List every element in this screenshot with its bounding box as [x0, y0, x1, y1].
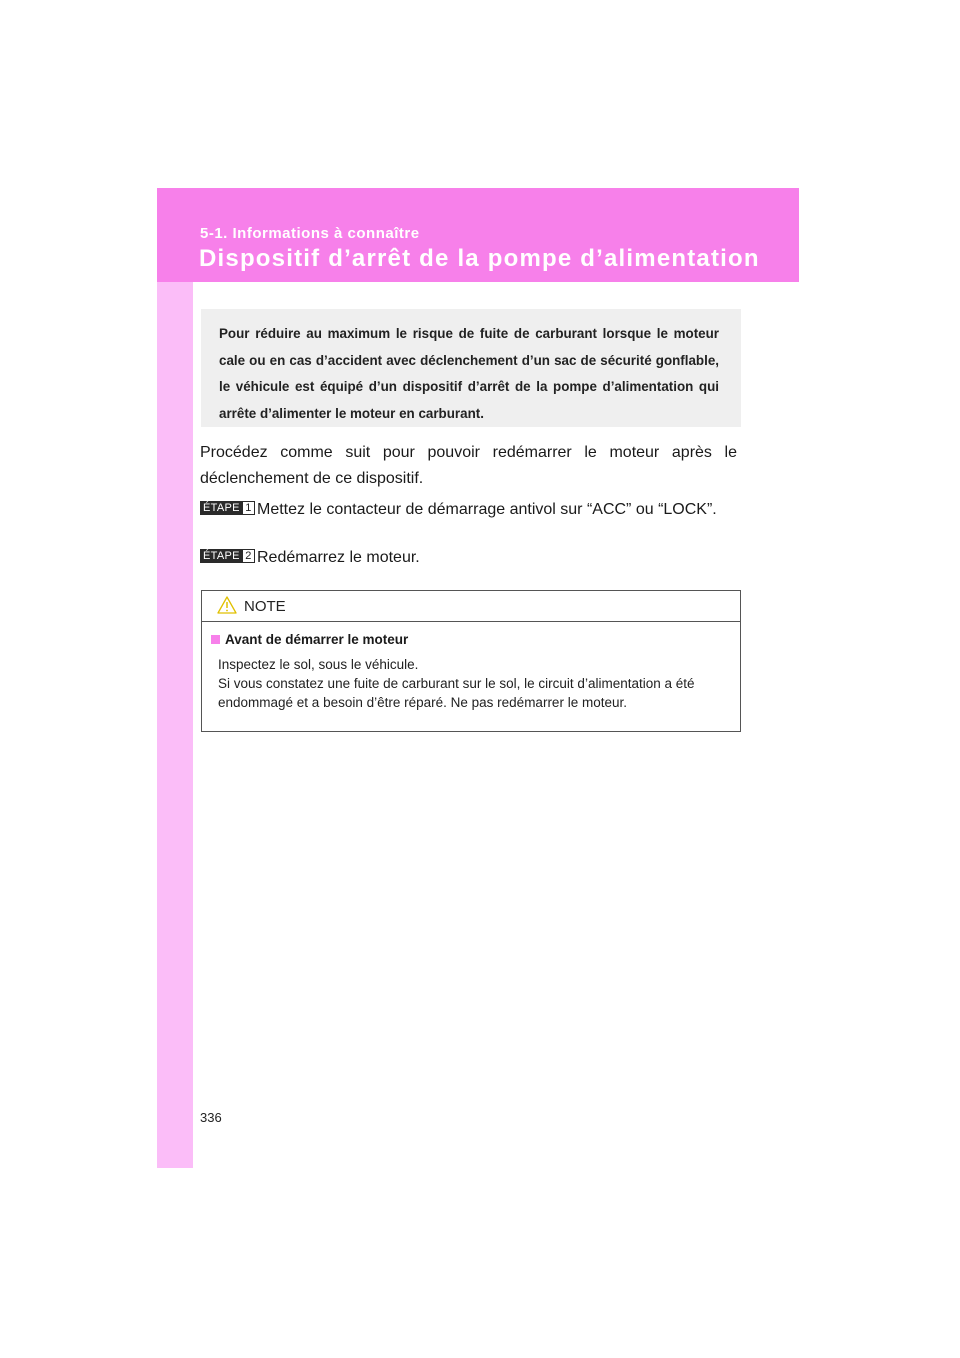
note-header — [202, 591, 740, 622]
step-1 — [200, 497, 737, 523]
note-title: NOTE — [244, 598, 286, 615]
step-badge-number: 2 — [243, 549, 255, 563]
step-text: Mettez le contacteur de démarrage antivol sur “ACC” ou “LOCK”. — [257, 501, 717, 518]
page-title: Dispositif d’arrêt de la pompe d’alimentation — [199, 245, 760, 272]
step-badge-label: ÉTAPE — [200, 549, 243, 563]
warning-icon — [217, 596, 237, 619]
note-body — [202, 622, 740, 712]
note-text — [218, 655, 740, 712]
intro-box — [201, 309, 741, 427]
page-number: 336 — [200, 1110, 222, 1125]
step-badge-number: 1 — [243, 501, 255, 515]
step-badge — [200, 549, 255, 563]
step-2 — [200, 545, 737, 571]
square-bullet-icon — [211, 635, 220, 644]
step-text: Redémarrez le moteur. — [257, 549, 420, 566]
step-badge-label: ÉTAPE — [200, 501, 243, 515]
side-tab-band — [157, 188, 193, 1168]
step-badge — [200, 501, 255, 515]
intro-text: Pour réduire au maximum le risque de fuite de carburant lorsque le moteur cale ou en cas d’accident avec déclenchement d’un sac de sécurité gonflable, le véhicule est équipé d’un dispositif d’arrêt de la pompe d’alimentation qui arrête d’alimenter le moteur en carburant. — [219, 326, 719, 421]
note-line: Si vous constatez une fuite de carburant sur le sol, le circuit d’alimentation a été endommagé et a besoin d’être réparé. Ne pas redémarrer le moteur. — [218, 676, 695, 710]
body-paragraph: Procédez comme suit pour pouvoir redémarrer le moteur après le déclenchement de ce dispositif. — [200, 444, 737, 487]
note-item-title: Avant de démarrer le moteur — [225, 632, 409, 647]
section-label: 5-1. Informations à connaître — [200, 225, 420, 242]
note-box — [201, 590, 741, 732]
note-item-heading — [211, 632, 740, 647]
note-line: Inspectez le sol, sous le véhicule. — [218, 657, 419, 672]
